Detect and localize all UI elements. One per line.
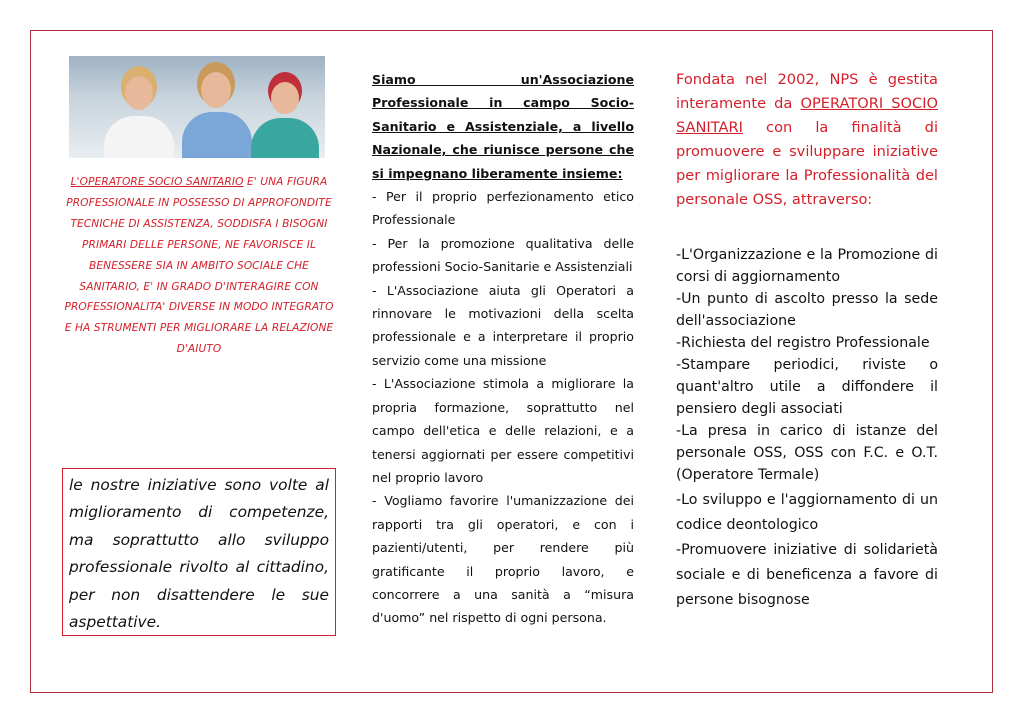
association-intro: Siamo un'Associazione Professionale in campo Socio-Sanitario e Assistenziale, a livello Nazionale, che riunisce persone che si impegnano liberamente insieme: — [372, 72, 634, 181]
heading-part: Fondata nel 2002, NPS è gestita interamente da — [676, 71, 938, 112]
list-item: - Per la promozione qualitativa delle professioni Socio-Sanitarie e Assistenziali — [372, 235, 634, 275]
list-item: -Promuovere iniziative di solidarietà sociale e di beneficenza a favore di persone bisognose — [676, 542, 938, 608]
list-item: - Vogliamo favorire l'umanizzazione dei rapporti tra gli operatori, e con i pazienti/utenti, per rendere più gratificante il proprio lavoro, e concorrere a una sanità a “misura d'uomo” nel rispetto di ogni persona. — [372, 493, 634, 626]
foundation-heading — [676, 68, 938, 212]
person-1 — [99, 58, 179, 158]
oss-description — [62, 172, 336, 360]
initiatives-text: le nostre iniziative sono volte al miglioramento di competenze, ma soprattutto allo sviluppo professionale rivolto al cittadino, per non disattendere le sue aspettative. — [69, 476, 329, 632]
heading-part: con la finalità di promuovere e sviluppare iniziative per migliorare la Professionalità del personale OSS, attraverso: — [676, 119, 938, 208]
right-column — [676, 68, 938, 613]
person-2 — [177, 58, 257, 158]
oss-description-body: E' UNA FIGURA PROFESSIONALE IN POSSESSO DI APPROFONDITE TECNICHE DI ASSISTENZA, SODDISFA I BISOGNI PRIMARI DELLE PERSONE, NE FAVORISCE IL BENESSERE SIA IN AMBITO SOCIALE CHE SANITARIO, E' IN GRADO D'INTERAGIRE CON PROFESSIONALITA' DIVERSE IN MODO INTEGRATO E HA STRUMENTI PER MIGLIORARE LA RELAZIONE D'AIUTO — [64, 176, 334, 356]
initiatives-box — [62, 468, 336, 636]
staff-photo — [69, 56, 325, 158]
list-item: -Lo sviluppo e l'aggiornamento di un codice deontologico — [676, 492, 938, 533]
middle-column — [372, 68, 634, 630]
list-item: -La presa in carico di istanze del personale OSS, OSS con F.C. e O.T. (Operatore Termale) — [676, 423, 938, 483]
activities-list — [676, 244, 938, 613]
list-item: - L'Associazione aiuta gli Operatori a rinnovare le motivazioni della scelta professionale e a interpretare il proprio servizio come una missione — [372, 282, 634, 368]
list-item: -L'Organizzazione e la Promozione di corsi di aggiornamento — [676, 247, 938, 285]
list-item: -Un punto di ascolto presso la sede dell'associazione — [676, 291, 938, 329]
list-item: - L'Associazione stimola a migliorare la propria formazione, soprattutto nel campo dell'etica e delle relazioni, e a tenersi aggiornati per essere competitivi nel proprio lavoro — [372, 376, 634, 485]
heading-underlined: OPERATORI SOCIO SANITARI — [676, 95, 939, 136]
oss-description-title: L'OPERATORE SOCIO SANITARIO — [70, 176, 244, 188]
list-item: - Per il proprio perfezionamento etico Professionale — [372, 189, 634, 228]
list-item: -Stampare periodici, riviste o quant'altro utile a diffondere il pensiero degli associati — [676, 357, 938, 417]
person-3 — [247, 58, 323, 158]
list-item: -Richiesta del registro Professionale — [676, 335, 930, 351]
